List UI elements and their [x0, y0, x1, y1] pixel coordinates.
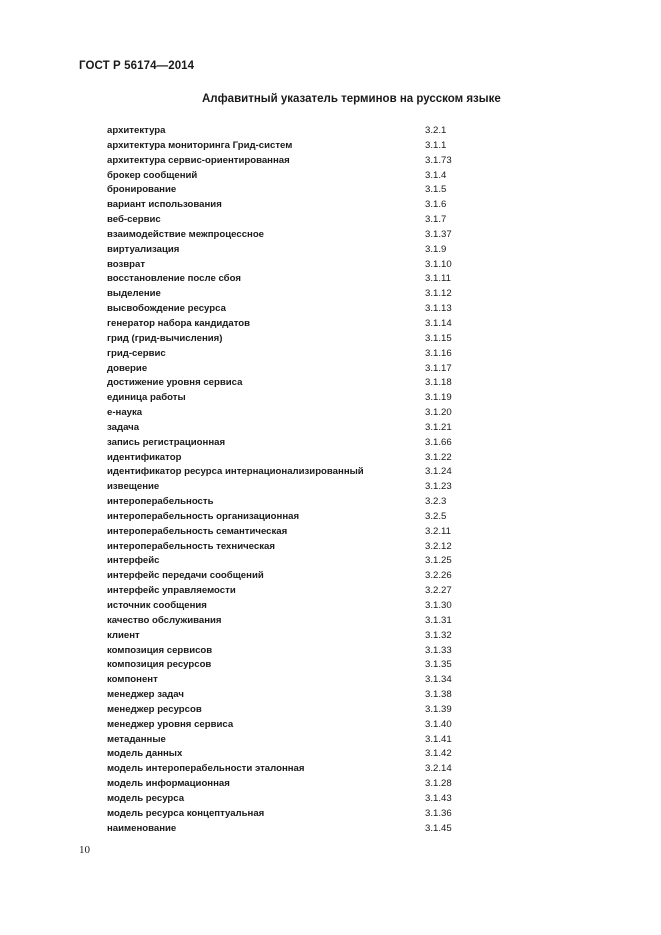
index-reference: 3.1.34 [425, 674, 452, 686]
index-entry [0, 154, 661, 169]
index-reference: 3.1.9 [425, 243, 447, 255]
index-reference: 3.1.30 [425, 600, 452, 611]
index-term: е-наука [107, 407, 143, 419]
index-entry [0, 332, 661, 347]
index-entry [0, 614, 661, 629]
index-term: компонент [107, 674, 158, 686]
index-term: архитектура мониторинга Грид-систем [107, 139, 293, 151]
index-term: доверие [107, 362, 148, 374]
index-term: задача [107, 421, 140, 433]
index-entry [0, 480, 661, 495]
index-term: интероперабельность техническая [107, 540, 275, 552]
index-term: модель интероперабельности эталонная [107, 763, 305, 775]
index-entry [0, 228, 661, 243]
index-term: интероперабельность семантическая [107, 525, 288, 537]
index-term: менеджер уровня сервиса [107, 718, 234, 730]
index-reference: 3.1.19 [425, 392, 452, 404]
index-reference: 3.1.45 [425, 822, 452, 834]
index-term: интероперабельность организационная [107, 510, 300, 522]
index-term: источник сообщения [107, 600, 207, 611]
index-entry [0, 510, 661, 525]
index-reference: 3.1.38 [425, 689, 452, 701]
index-reference: 3.1.1 [425, 139, 447, 151]
index-term: брокер сообщений [107, 169, 198, 181]
index-reference: 3.1.20 [425, 407, 452, 419]
index-term: вариант использования [107, 199, 222, 211]
index-entry [0, 807, 661, 822]
index-entry [0, 599, 661, 614]
index-term: интерфейс передачи сообщений [107, 570, 264, 582]
index-entry [0, 376, 661, 391]
index-reference: 3.1.16 [425, 347, 452, 359]
index-reference: 3.1.28 [425, 778, 452, 790]
index-entry [0, 584, 661, 599]
index-entry [0, 733, 661, 748]
index-reference: 3.1.22 [425, 451, 452, 463]
index-entry [0, 569, 661, 584]
index-entry [0, 762, 661, 777]
index-reference: 3.1.14 [425, 317, 452, 329]
index-reference: 3.1.10 [425, 258, 452, 270]
index-term: грид (грид-вычисления) [107, 332, 223, 344]
index-reference: 3.1.15 [425, 332, 452, 344]
index-reference: 3.1.6 [425, 199, 447, 211]
index-term: модель данных [107, 748, 183, 760]
index-entry [0, 688, 661, 703]
index-reference: 3.1.7 [425, 214, 447, 226]
index-entry [0, 183, 661, 198]
index-title: Алфавитный указатель терминов на русском языке [202, 93, 501, 105]
index-entry [0, 703, 661, 718]
index-reference: 3.1.66 [425, 436, 452, 448]
index-reference: 3.2.14 [425, 763, 452, 775]
index-entry [0, 718, 661, 733]
index-reference: 3.1.24 [425, 466, 452, 478]
index-reference: 3.1.43 [425, 792, 452, 804]
index-entry [0, 198, 661, 213]
index-reference: 3.1.73 [425, 154, 452, 166]
index-term: грид-сервис [107, 347, 166, 359]
index-entry [0, 644, 661, 659]
index-entry [0, 747, 661, 762]
index-term: запись регистрационная [107, 436, 226, 448]
index-term: высвобождение ресурса [107, 303, 226, 315]
index-entry [0, 629, 661, 644]
index-reference: 3.1.4 [425, 169, 447, 181]
index-entry [0, 525, 661, 540]
index-term: менеджер ресурсов [107, 703, 202, 715]
index-entry [0, 169, 661, 184]
index-term: модель информационная [107, 778, 230, 790]
index-term: наименование [107, 822, 177, 834]
index-entry [0, 287, 661, 302]
index-reference: 3.2.5 [425, 510, 447, 522]
index-term: генератор набора кандидатов [107, 317, 251, 329]
index-entry [0, 243, 661, 258]
index-term: метаданные [107, 733, 166, 745]
index-entry [0, 540, 661, 555]
index-entry [0, 822, 661, 837]
index-term: достижение уровня сервиса [107, 377, 243, 389]
index-reference: 3.1.41 [425, 733, 452, 745]
index-reference: 3.1.40 [425, 718, 452, 730]
term-index-list [0, 124, 661, 837]
index-term: восстановление после сбоя [107, 273, 241, 285]
index-reference: 3.2.12 [425, 540, 452, 552]
index-reference: 3.1.23 [425, 481, 452, 493]
index-reference: 3.1.33 [425, 644, 452, 656]
index-reference: 3.2.27 [425, 585, 452, 597]
index-entry [0, 792, 661, 807]
index-reference: 3.1.12 [425, 288, 452, 300]
index-term: единица работы [107, 392, 186, 404]
index-reference: 3.1.17 [425, 362, 452, 374]
index-term: архитектура сервис-ориентированная [107, 154, 290, 166]
index-entry [0, 317, 661, 332]
index-term: интероперабельность [107, 496, 214, 508]
index-entry [0, 139, 661, 154]
index-reference: 3.2.3 [425, 496, 447, 508]
index-reference: 3.1.31 [425, 614, 452, 626]
index-term: интерфейс управляемости [107, 585, 236, 597]
index-term: клиент [107, 629, 140, 641]
index-reference: 3.1.13 [425, 303, 452, 315]
index-entry [0, 258, 661, 273]
index-term: бронирование [107, 184, 177, 196]
index-term: интерфейс [107, 555, 160, 567]
index-reference: 3.1.36 [425, 807, 452, 819]
index-entry [0, 658, 661, 673]
index-entry [0, 272, 661, 287]
page-number: 10 [79, 844, 90, 856]
index-reference: 3.2.11 [425, 525, 451, 537]
index-term: возврат [107, 258, 146, 270]
index-entry [0, 495, 661, 510]
index-term: качество обслуживания [107, 614, 222, 626]
index-reference: 3.1.18 [425, 377, 452, 389]
index-entry [0, 777, 661, 792]
index-term: взаимодействие межпроцессное [107, 228, 265, 240]
index-term: композиция сервисов [107, 644, 213, 656]
index-entry [0, 362, 661, 377]
index-entry [0, 302, 661, 317]
index-reference: 3.2.1 [425, 125, 447, 136]
index-entry [0, 347, 661, 362]
index-term: композиция ресурсов [107, 659, 212, 671]
index-term: идентификатор [107, 451, 182, 463]
index-term: менеджер задач [107, 689, 184, 701]
index-reference: 3.1.35 [425, 659, 452, 671]
index-term: извещение [107, 481, 160, 493]
index-reference: 3.1.32 [425, 629, 452, 641]
index-term: виртуализация [107, 243, 180, 255]
index-reference: 3.1.37 [425, 228, 452, 240]
index-reference: 3.1.39 [425, 703, 452, 715]
index-entry [0, 213, 661, 228]
index-term: модель ресурса [107, 792, 185, 804]
index-term: идентификатор ресурса интернационализированный [107, 466, 364, 478]
index-term: веб-сервис [107, 214, 161, 226]
index-entry [0, 554, 661, 569]
index-entry [0, 673, 661, 688]
index-entry [0, 465, 661, 480]
index-entry [0, 421, 661, 436]
index-entry [0, 451, 661, 466]
index-term: модель ресурса концептуальная [107, 807, 265, 819]
index-entry [0, 124, 661, 139]
index-reference: 3.1.11 [425, 273, 451, 285]
index-reference: 3.2.26 [425, 570, 452, 582]
standard-header: ГОСТ Р 56174—2014 [79, 60, 195, 72]
index-entry [0, 436, 661, 451]
index-reference: 3.1.21 [425, 421, 452, 433]
index-entry [0, 406, 661, 421]
index-term: архитектура [107, 125, 166, 136]
index-reference: 3.1.5 [425, 184, 447, 196]
index-reference: 3.1.25 [425, 555, 452, 567]
index-term: выделение [107, 288, 161, 300]
index-reference: 3.1.42 [425, 748, 452, 760]
index-entry [0, 391, 661, 406]
